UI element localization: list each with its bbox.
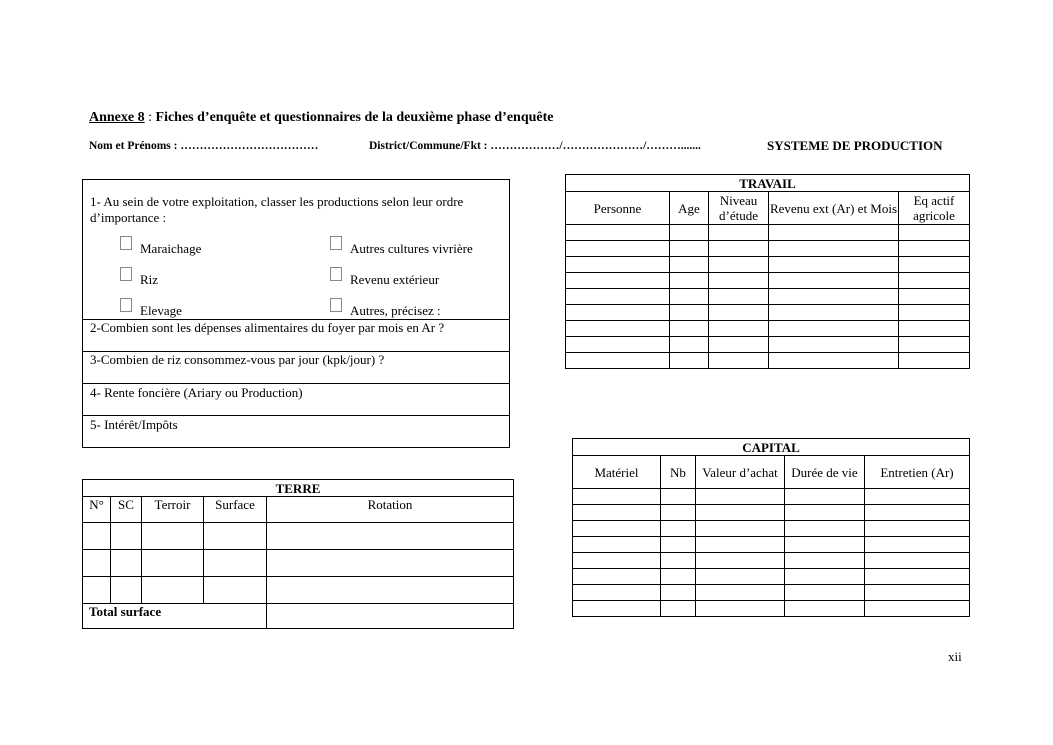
terre-table <box>82 479 514 629</box>
option-label: Elevage <box>140 303 182 318</box>
capital-title: CAPITAL <box>573 439 970 456</box>
section-title: SYSTEME DE PRODUCTION <box>767 138 943 153</box>
travail-header-age: Age <box>670 192 709 225</box>
table-row <box>573 537 970 553</box>
question-4: 4- Rente foncière (Ariary ou Production) <box>90 385 303 400</box>
terre-title: TERRE <box>83 480 514 497</box>
capital-table <box>572 438 970 617</box>
table-row <box>573 569 970 585</box>
district-field-label: District/Commune/Fkt : ………………/…………………/………....... <box>369 140 701 152</box>
table-row <box>573 601 970 617</box>
terre-total-label: Total surface <box>83 604 267 629</box>
question-5: 5- Intérêt/Impôts <box>90 417 178 432</box>
divider <box>83 415 509 416</box>
option-label: Autres, précisez : <box>350 303 441 318</box>
terre-header-rotation: Rotation <box>267 497 514 523</box>
page-title <box>89 110 553 126</box>
checkbox-maraichage[interactable] <box>120 236 132 250</box>
terre-total-cell[interactable] <box>267 604 514 629</box>
name-field-label: Nom et Prénoms : ……………………………… <box>89 140 319 152</box>
table-row <box>566 353 970 369</box>
table-row <box>566 305 970 321</box>
travail-header-niveau: Niveau d’étude <box>709 192 769 225</box>
option-label: Maraichage <box>140 241 202 256</box>
divider <box>83 383 509 384</box>
question-3: 3-Combien de riz consommez-vous par jour (kpk/jour) ? <box>90 352 385 367</box>
capital-header-nb: Nb <box>661 456 696 489</box>
title-separator: : <box>144 110 156 125</box>
capital-header-entretien: Entretien (Ar) <box>865 456 970 489</box>
travail-header-eq-actif: Eq actif agricole <box>899 192 970 225</box>
table-row <box>83 523 514 550</box>
option-label: Revenu extérieur <box>350 272 440 287</box>
table-row <box>566 225 970 241</box>
question-1: 1- Au sein de votre exploitation, classer les productions selon leur ordre d’importance : <box>90 194 464 225</box>
capital-header-duree: Durée de vie <box>785 456 865 489</box>
terre-header-sc: SC <box>111 497 142 523</box>
page-number: xii <box>948 649 962 664</box>
option-label: Riz <box>140 272 159 287</box>
table-row <box>573 585 970 601</box>
table-row <box>573 553 970 569</box>
annex-label: Annexe 8 <box>89 110 145 125</box>
checkbox-autres-cultures[interactable] <box>330 236 342 250</box>
question-2: 2-Combien sont les dépenses alimentaires du foyer par mois en Ar ? <box>90 320 445 335</box>
questions-box <box>82 179 510 448</box>
checkbox-elevage[interactable] <box>120 298 132 312</box>
terre-header-surface: Surface <box>204 497 267 523</box>
table-row <box>566 321 970 337</box>
table-row <box>83 550 514 577</box>
table-row <box>566 289 970 305</box>
title-text: Fiches d’enquête et questionnaires de la deuxième phase d’enquête <box>155 110 554 125</box>
terre-header-n: N° <box>83 497 111 523</box>
option-label: Autres cultures vivrière <box>350 241 473 256</box>
terre-header-terroir: Terroir <box>142 497 204 523</box>
travail-table <box>565 174 970 369</box>
table-row <box>566 337 970 353</box>
capital-header-materiel: Matériel <box>573 456 661 489</box>
checkbox-autres[interactable] <box>330 298 342 312</box>
table-row <box>573 489 970 505</box>
travail-title: TRAVAIL <box>566 175 970 192</box>
table-row <box>566 257 970 273</box>
travail-header-revenu: Revenu ext (Ar) et Mois <box>769 192 899 225</box>
table-row <box>573 505 970 521</box>
table-row <box>566 241 970 257</box>
table-row <box>566 273 970 289</box>
checkbox-revenu-exterieur[interactable] <box>330 267 342 281</box>
table-row <box>573 521 970 537</box>
travail-header-personne: Personne <box>566 192 670 225</box>
capital-header-valeur: Valeur d’achat <box>696 456 785 489</box>
checkbox-riz[interactable] <box>120 267 132 281</box>
table-row <box>83 577 514 604</box>
